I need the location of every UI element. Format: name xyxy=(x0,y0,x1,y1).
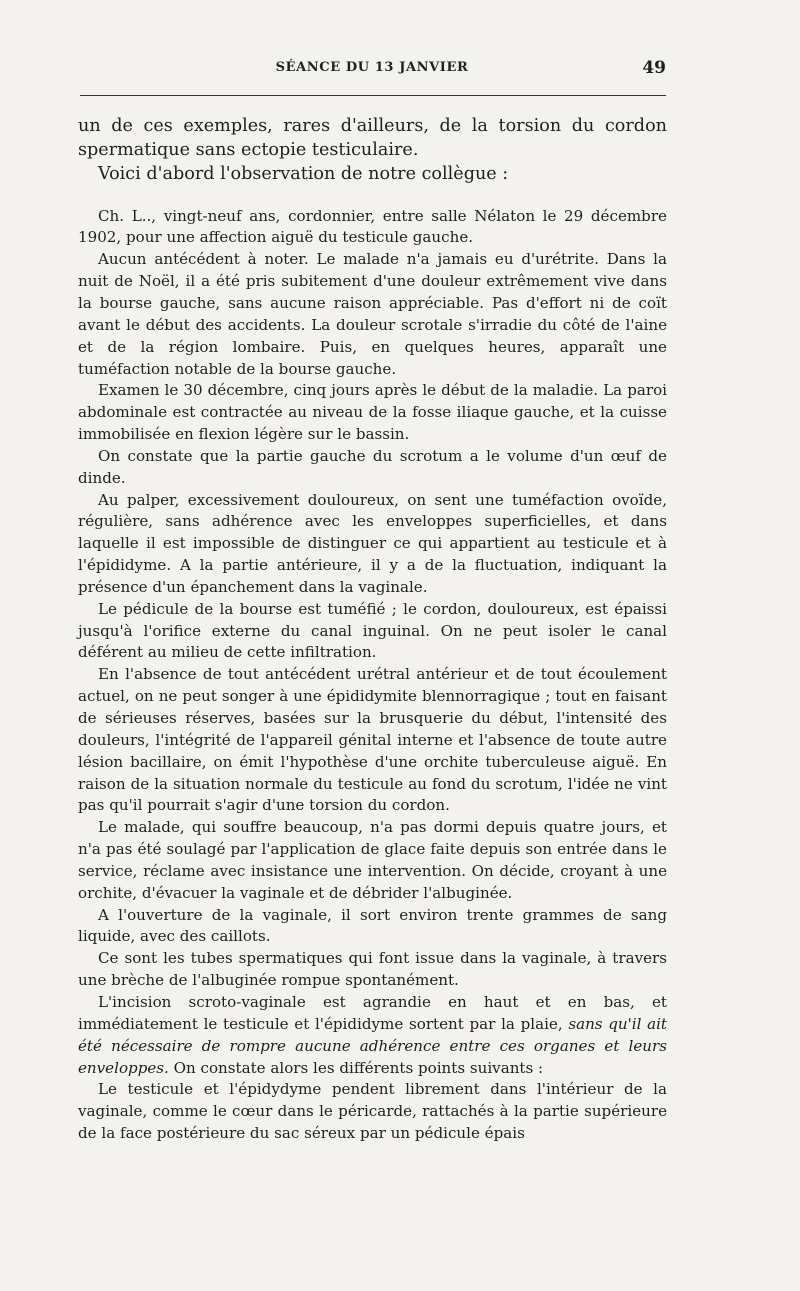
intro-paragraph-2: Voici d'abord l'observation de notre collègue : xyxy=(98,164,509,185)
observation-paragraph-7: En l'absence de tout antécédent urétral antérieur et de tout écoulement actuel, on ne peut songer à une épididymite blennorragique ; tout en faisant de sérieuses réserves, basées sur la brusquerie du début, l'intensité des douleurs, l'intégrité de l'appareil génital interne et l'absence de toute autre lésion bacillaire, on émit l'hypothèse d'une orchite tuberculeuse aiguë. En raison de la situation normale du testicule au fond du scrotum, l'idée ne vint pas qu'il pourrait s'agir d'une torsion du cordon. xyxy=(78,665,667,815)
observation-paragraph-10: Ce sont les tubes spermatiques qui font issue dans la vaginale, à travers une brèche de l'albuginée rompue spontanément. xyxy=(78,949,667,990)
observation-paragraph-11-italic: sans qu'il ait été nécessaire de rompre aucune adhérence entre ces organes et leurs enveloppes. xyxy=(78,1014,667,1077)
observation-paragraph-11 xyxy=(78,992,667,1079)
observation-paragraph-4: On constate que la partie gauche du scrotum a le volume d'un œuf de dinde. xyxy=(78,446,667,487)
observation-paragraph-1: Ch. L.., vingt-neuf ans, cordonnier, entre salle Nélaton le 29 décembre 1902, pour une affection aiguë du testicule gauche. xyxy=(78,206,667,247)
observation-paragraph-6: Le pédicule de la bourse est tuméfié ; le cordon, douloureux, est épaissi jusqu'à l'orifice externe du canal inguinal. On ne peut isoler le canal déférent au milieu de cette infiltration. xyxy=(78,599,667,662)
observation-paragraph-2: Aucun antécédent à noter. Le malade n'a jamais eu d'urétrite. Dans la nuit de Noël, il a été pris subitement d'une douleur extrêmement vive dans la bourse gauche, sans aucune raison appréciable. Pas d'effort ni de coït avant le début des accidents. La douleur scrotale s'irradie du côté de l'aine et de la région lombaire. Puis, en quelques heures, apparaît une tuméfaction notable de la bourse gauche. xyxy=(78,250,667,378)
running-title: SÉANCE DU 13 JANVIER xyxy=(275,60,469,75)
page-number: 49 xyxy=(642,58,666,78)
running-head xyxy=(78,58,666,80)
header-rule xyxy=(80,95,666,96)
observation-paragraph-11-start: L'incision scroto-vaginale est agrandie en haut et en bas, et immédiatement le testicule et l'épididyme sortent par la plaie, xyxy=(78,992,667,1033)
observation-paragraph-5: Au palper, excessivement douloureux, on sent une tuméfaction ovoïde, régulière, sans adhérence avec les enveloppes superficielles, et dans laquelle il est impossible de distinguer ce qui appartient au testicule et à l'épididyme. A la partie antérieure, il y a de la fluctuation, indiquant la présence d'un épanchement dans la vaginale. xyxy=(78,490,667,596)
observation-paragraph-9: A l'ouverture de la vaginale, il sort environ trente grammes de sang liquide, avec des caillots. xyxy=(78,905,667,946)
observation-paragraph-12: Le testicule et l'épidydyme pendent librement dans l'intérieur de la vaginale, comme le cœur dans le péricarde, rattachés à la partie supérieure de la face postérieure du sac séreux par un pédicule épais xyxy=(78,1080,667,1143)
observation-paragraph-3: Examen le 30 décembre, cinq jours après le début de la maladie. La paroi abdominale est contractée au niveau de la fosse iliaque gauche, et la cuisse immobilisée en flexion légère sur le bassin. xyxy=(78,381,667,444)
observation-paragraph-11-end: On constate alors les différents points suivants : xyxy=(168,1058,544,1077)
intro-paragraph-1: un de ces exemples, rares d'ailleurs, de la torsion du cordon spermatique sans ectopie testiculaire. xyxy=(78,116,667,161)
page-body xyxy=(78,114,667,1145)
observation-paragraph-8: Le malade, qui souffre beaucoup, n'a pas dormi depuis quatre jours, et n'a pas été soulagé par l'application de glace faite depuis son entrée dans le service, réclame avec insistance une intervention. On décide, croyant à une orchite, d'évacuer la vaginale et de débrider l'albuginée. xyxy=(78,818,667,902)
section-spacer xyxy=(78,187,667,206)
